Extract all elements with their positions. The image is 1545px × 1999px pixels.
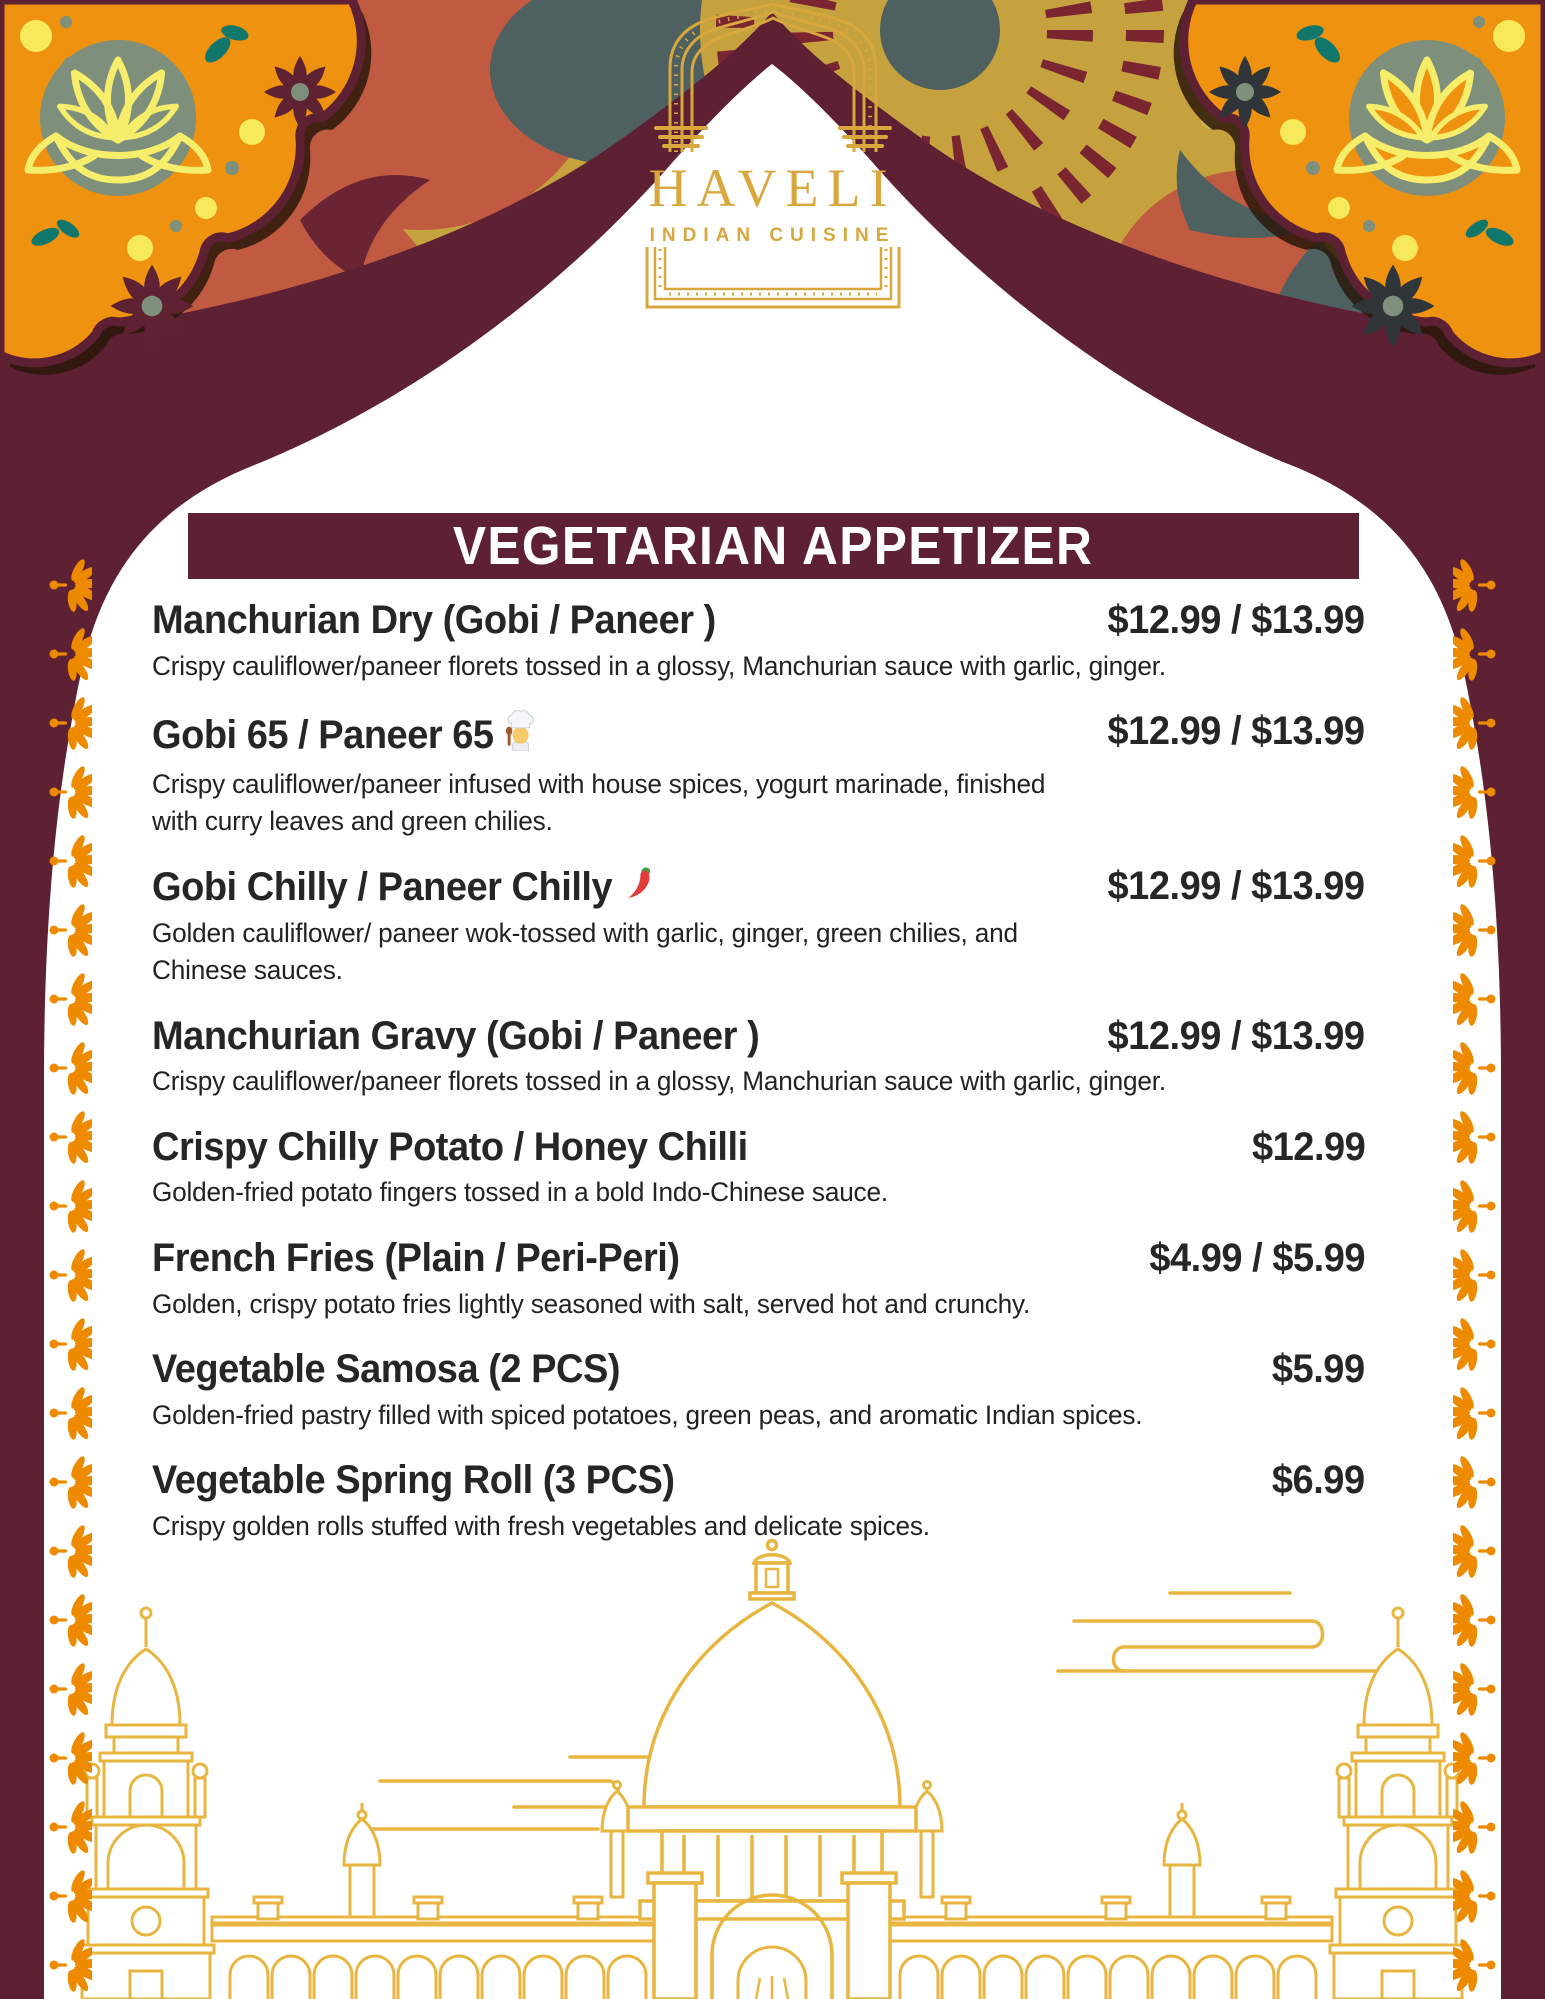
menu-item: [152, 1125, 1365, 1212]
menu-item: [152, 709, 1365, 840]
logo-arch-icon: [648, 0, 898, 155]
fan-motif-icon: [1453, 1936, 1501, 1994]
section-title: VEGETARIAN APPETIZER: [453, 516, 1094, 576]
fan-motif-icon: [44, 1522, 92, 1580]
fan-motif-icon: [1453, 1798, 1501, 1856]
fan-motif-icon: [1453, 1039, 1501, 1097]
fan-motif-icon: [44, 1384, 92, 1442]
menu-item: [152, 1014, 1365, 1101]
chili-icon: [622, 864, 654, 910]
fan-motif-icon: [1453, 1660, 1501, 1718]
fan-motif-icon: [1453, 763, 1501, 821]
fan-motif-icon: [1453, 832, 1501, 890]
fan-motif-icon: [1453, 1591, 1501, 1649]
fan-motif-icon: [44, 1453, 92, 1511]
section-banner: [188, 513, 1359, 579]
item-price: $6.99: [1272, 1457, 1365, 1502]
item-description: Golden cauliflower/ paneer wok-tossed with garlic, ginger, green chilies, and Chinese sauces.: [152, 918, 1018, 986]
item-price: $4.99 / $5.99: [1149, 1235, 1365, 1280]
item-description: Crispy cauliflower/paneer florets tossed in a glossy, Manchurian sauce with garlic, ginger.: [152, 650, 1166, 681]
border-right: [1453, 556, 1501, 1999]
fan-motif-icon: [44, 1867, 92, 1925]
menu-item: [152, 1347, 1365, 1434]
fan-motif-icon: [1453, 1177, 1501, 1235]
fan-motif-icon: [1453, 625, 1501, 683]
fan-motif-icon: [44, 1315, 92, 1373]
fan-motif-icon: [1453, 970, 1501, 1028]
item-name: Manchurian Dry (Gobi / Paneer ): [152, 598, 716, 642]
fan-motif-icon: [44, 832, 92, 890]
fan-motif-icon: [44, 1246, 92, 1304]
brand-tagline: INDIAN CUISINE: [649, 225, 896, 246]
fan-motif-icon: [44, 556, 92, 614]
item-description: Crispy cauliflower/paneer florets tossed in a glossy, Manchurian sauce with garlic, ginger.: [152, 1066, 1166, 1097]
menu-item: [152, 1458, 1365, 1545]
fan-motif-icon: [1453, 1108, 1501, 1166]
fan-motif-icon: [44, 694, 92, 752]
fan-motif-icon: [44, 1660, 92, 1718]
fan-motif-icon: [44, 763, 92, 821]
item-price: $12.99 / $13.99: [1107, 709, 1365, 754]
fan-motif-icon: [44, 970, 92, 1028]
fan-motif-icon: [44, 901, 92, 959]
fan-motif-icon: [44, 1798, 92, 1856]
item-description: Golden-fried potato fingers tossed in a bold Indo-Chinese sauce.: [152, 1177, 888, 1208]
palace-illustration: [62, 1529, 1482, 1999]
menu-item: [152, 1236, 1365, 1323]
menu-item: [152, 864, 1365, 989]
item-name: Crispy Chilly Potato / Honey Chilli: [152, 1124, 748, 1169]
fan-motif-icon: [1453, 901, 1501, 959]
item-description: Crispy golden rolls stuffed with fresh vegetables and delicate spices.: [152, 1510, 930, 1541]
item-price: $12.99: [1251, 1124, 1365, 1169]
item-price: $12.99 / $13.99: [1107, 864, 1365, 909]
fan-motif-icon: [44, 1108, 92, 1166]
fan-motif-icon: [44, 1039, 92, 1097]
fan-motif-icon: [44, 1936, 92, 1994]
menu-list: [152, 598, 1365, 1569]
item-name: Manchurian Gravy (Gobi / Paneer ): [152, 1013, 760, 1058]
item-name: French Fries (Plain / Peri-Peri): [152, 1235, 680, 1280]
item-name: Vegetable Spring Roll (3 PCS): [152, 1457, 675, 1502]
border-left: [44, 556, 92, 1999]
item-price: $12.99 / $13.99: [1107, 1013, 1365, 1058]
fan-motif-icon: [1453, 1453, 1501, 1511]
menu-item: [152, 598, 1365, 685]
fan-motif-icon: [1453, 1384, 1501, 1442]
item-name: Gobi 65 / Paneer 65: [152, 709, 537, 761]
item-price: $12.99 / $13.99: [1107, 598, 1365, 642]
item-description: Golden, crispy potato fries lightly seasoned with salt, served hot and crunchy.: [152, 1288, 1031, 1319]
item-description: Golden-fried pastry filled with spiced potatoes, green peas, and aromatic Indian spices.: [152, 1399, 1143, 1430]
item-description: Crispy cauliflower/paneer infused with house spices, yogurt marinade, finished with curry leaves and green chilies.: [152, 768, 1046, 837]
chef-icon: [503, 709, 537, 761]
brand-name: HAVELI: [648, 158, 897, 218]
fan-motif-icon: [1453, 1522, 1501, 1580]
brand-logo: [0, 0, 1545, 311]
fan-motif-icon: [44, 1729, 92, 1787]
fan-motif-icon: [1453, 1729, 1501, 1787]
item-name: Vegetable Samosa (2 PCS): [152, 1346, 621, 1391]
fan-motif-icon: [1453, 1867, 1501, 1925]
item-price: $5.99: [1272, 1346, 1365, 1391]
item-name: Gobi Chilly / Paneer Chilly: [152, 864, 654, 910]
fan-motif-icon: [44, 625, 92, 683]
fan-motif-icon: [44, 1177, 92, 1235]
fan-motif-icon: [1453, 1315, 1501, 1373]
fan-motif-icon: [44, 1591, 92, 1649]
fan-motif-icon: [1453, 694, 1501, 752]
logo-bracket-icon: [643, 247, 903, 311]
fan-motif-icon: [1453, 1246, 1501, 1304]
fan-motif-icon: [1453, 556, 1501, 614]
